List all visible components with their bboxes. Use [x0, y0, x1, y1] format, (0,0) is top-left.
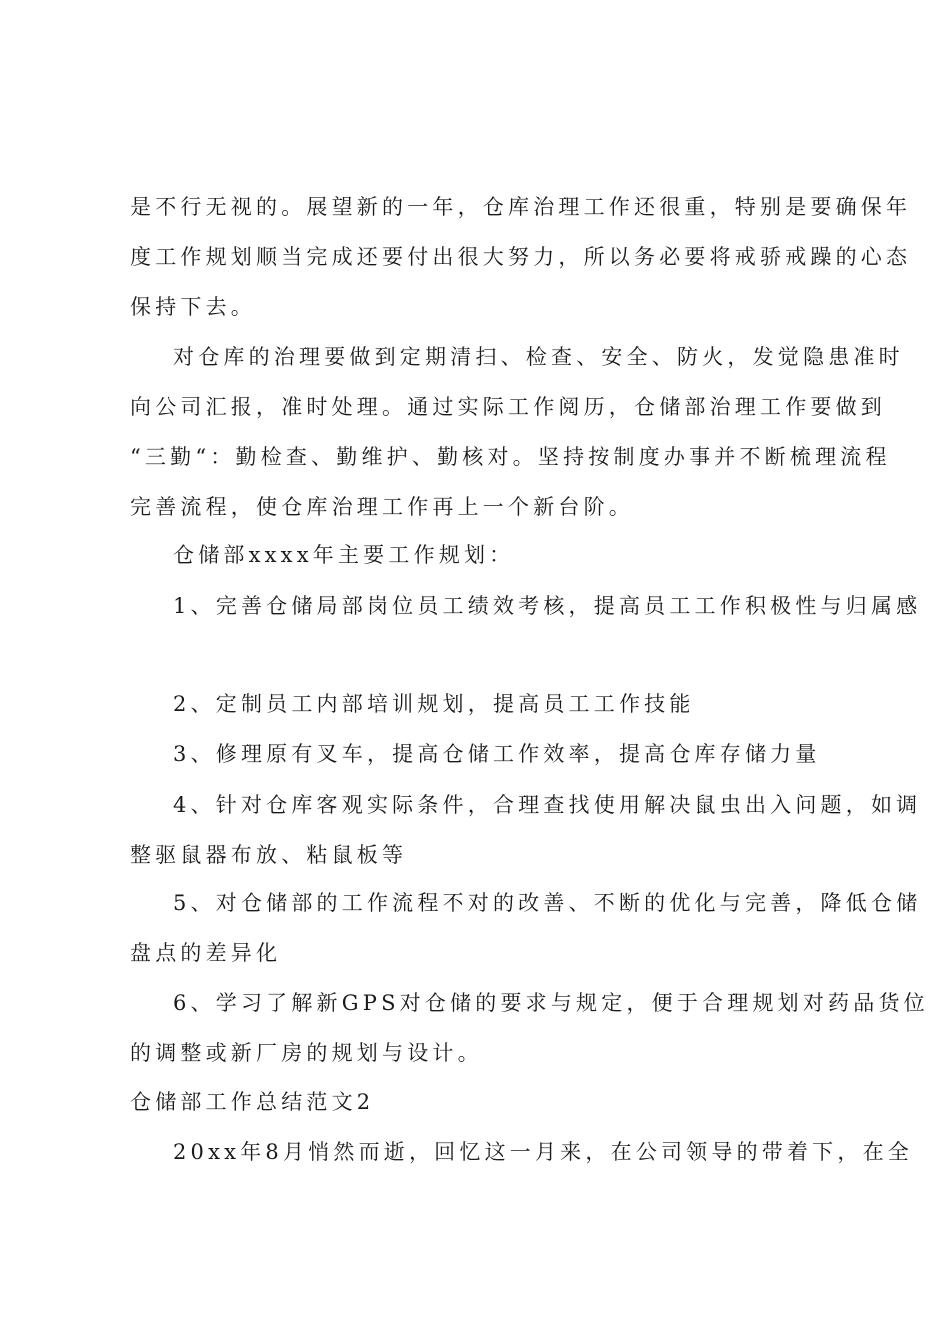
- list-item: 6、学习了解新GPS对仓储的要求与规定，便于合理规划对药品货位: [173, 991, 929, 1015]
- list-item: 1、完善仓储局部岗位员工绩效考核，提高员工工作积极性与归属感: [173, 594, 922, 618]
- paragraph-line: 完善流程，使仓库治理工作再上一个新台阶。: [130, 495, 634, 519]
- paragraph-line: 对仓库的治理要做到定期清扫、检查、安全、防火，发觉隐患准时: [173, 345, 904, 369]
- paragraph-line: 度工作规划顺当完成还要付出很大努力，所以务必要将戒骄戒躁的心态: [130, 245, 912, 269]
- list-item: 4、针对仓库客观实际条件，合理查找使用解决鼠虫出入问题，如调: [173, 793, 922, 817]
- plan-heading: 仓储部xxxx年主要工作规划：: [173, 543, 515, 567]
- list-item-continuation: 盘点的差异化: [130, 941, 282, 965]
- list-item: 2、定制员工内部培训规划，提高员工工作技能: [173, 692, 695, 716]
- paragraph-line: “三勤“：勤检查、勤维护、勤核对。坚持按制度办事并不断梳理流程: [130, 445, 891, 469]
- paragraph-line: 向公司汇报，准时处理。通过实际工作阅历，仓储部治理工作要做到: [130, 395, 886, 419]
- list-item: 3、修理原有叉车，提高仓储工作效率，提高仓库存储力量: [173, 742, 821, 766]
- paragraph-line: 是不行无视的。展望新的一年，仓库治理工作还很重，特别是要确保年: [130, 195, 912, 219]
- list-item-continuation: 整驱鼠器布放、粘鼠板等: [130, 843, 408, 867]
- list-item: 5、对仓储部的工作流程不对的改善、不断的优化与完善，降低仓储: [173, 891, 922, 915]
- paragraph-line: 保持下去。: [130, 295, 256, 319]
- list-item-continuation: 的调整或新厂房的规划与设计。: [130, 1041, 483, 1065]
- section-title: 仓储部工作总结范文2: [130, 1090, 375, 1114]
- paragraph-line: 20xx年8月悄然而逝，回忆这一月来，在公司领导的带着下，在全: [173, 1140, 913, 1164]
